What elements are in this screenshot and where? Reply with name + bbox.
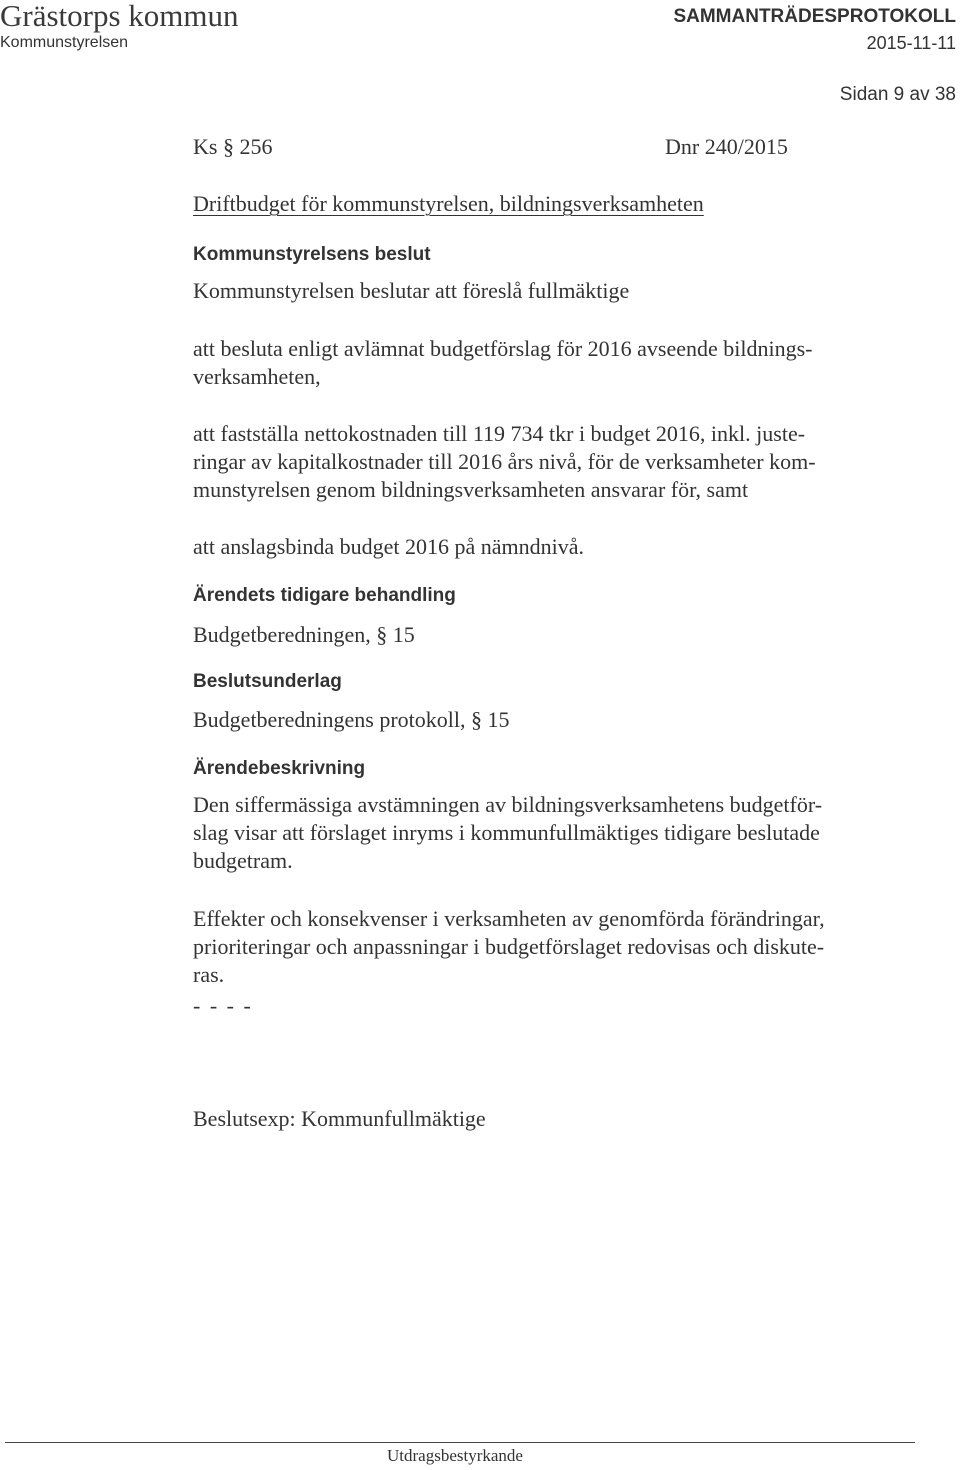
- footer-divider: [5, 1442, 915, 1443]
- decision-point-2-line: munstyrelsen genom bildningsverksamheten ansvarar för, samt: [193, 477, 749, 502]
- basis-heading: Beslutsunderlag: [193, 671, 342, 692]
- basis-text: Budgetberedningens protokoll, § 15: [193, 707, 510, 732]
- decision-point-2-line: ringar av kapitalkostnader till 2016 års nivå, för de verksamheter kom-: [193, 449, 816, 474]
- decision-point-1-line: att besluta enligt avlämnat budgetförslag för 2016 avseende bildnings-: [193, 336, 813, 361]
- department-name: Kommunstyrelsen: [0, 34, 129, 51]
- section-separator: - - - -: [193, 993, 253, 1018]
- description-line: slag visar att förslaget inryms i kommunfullmäktiges tidigare beslutade: [193, 820, 820, 845]
- dnr-number: Dnr 240/2015: [665, 134, 788, 159]
- decision-point-1-line: verksamheten,: [193, 364, 321, 389]
- footer-certification-label: Utdragsbestyrkande: [387, 1446, 523, 1465]
- description-line: Den siffermässiga avstämningen av bildningsverksamhetens budgetför-: [193, 792, 823, 817]
- description-line: Effekter och konsekvenser i verksamheten av genomförda förändringar,: [193, 906, 825, 931]
- description-paragraph-1: [193, 791, 893, 875]
- description-line: ras.: [193, 962, 225, 987]
- decision-point-2: [193, 420, 893, 504]
- decision-intro: Kommunstyrelsen beslutar att föreslå fullmäktige: [193, 278, 630, 303]
- decision-heading: Kommunstyrelsens beslut: [193, 244, 431, 265]
- decision-point-3: att anslagsbinda budget 2016 på nämndnivå.: [193, 534, 585, 559]
- organization-name: Grästorps kommun: [0, 0, 239, 33]
- dispatch-note: Beslutsexp: Kommunfullmäktige: [193, 1106, 486, 1131]
- description-line: budgetram.: [193, 848, 293, 873]
- case-title: Driftbudget för kommunstyrelsen, bildningsverksamheten: [193, 191, 704, 216]
- page-number: Sidan 9 av 38: [839, 84, 956, 105]
- ks-number: Ks § 256: [193, 134, 273, 159]
- decision-point-2-line: att fastställa nettokostnaden till 119 734 tkr i budget 2016, inkl. juste-: [193, 421, 806, 446]
- document-type: SAMMANTRÄDESPROTOKOLL: [673, 6, 956, 27]
- history-text: Budgetberedningen, § 15: [193, 622, 415, 647]
- description-line: prioriteringar och anpassningar i budgetförslaget redovisas och diskute-: [193, 934, 825, 959]
- description-heading: Ärendebeskrivning: [193, 758, 366, 779]
- decision-point-1: [193, 335, 893, 391]
- description-paragraph-2: [193, 905, 893, 989]
- meeting-date: 2015-11-11: [866, 33, 956, 53]
- history-heading: Ärendets tidigare behandling: [193, 585, 456, 606]
